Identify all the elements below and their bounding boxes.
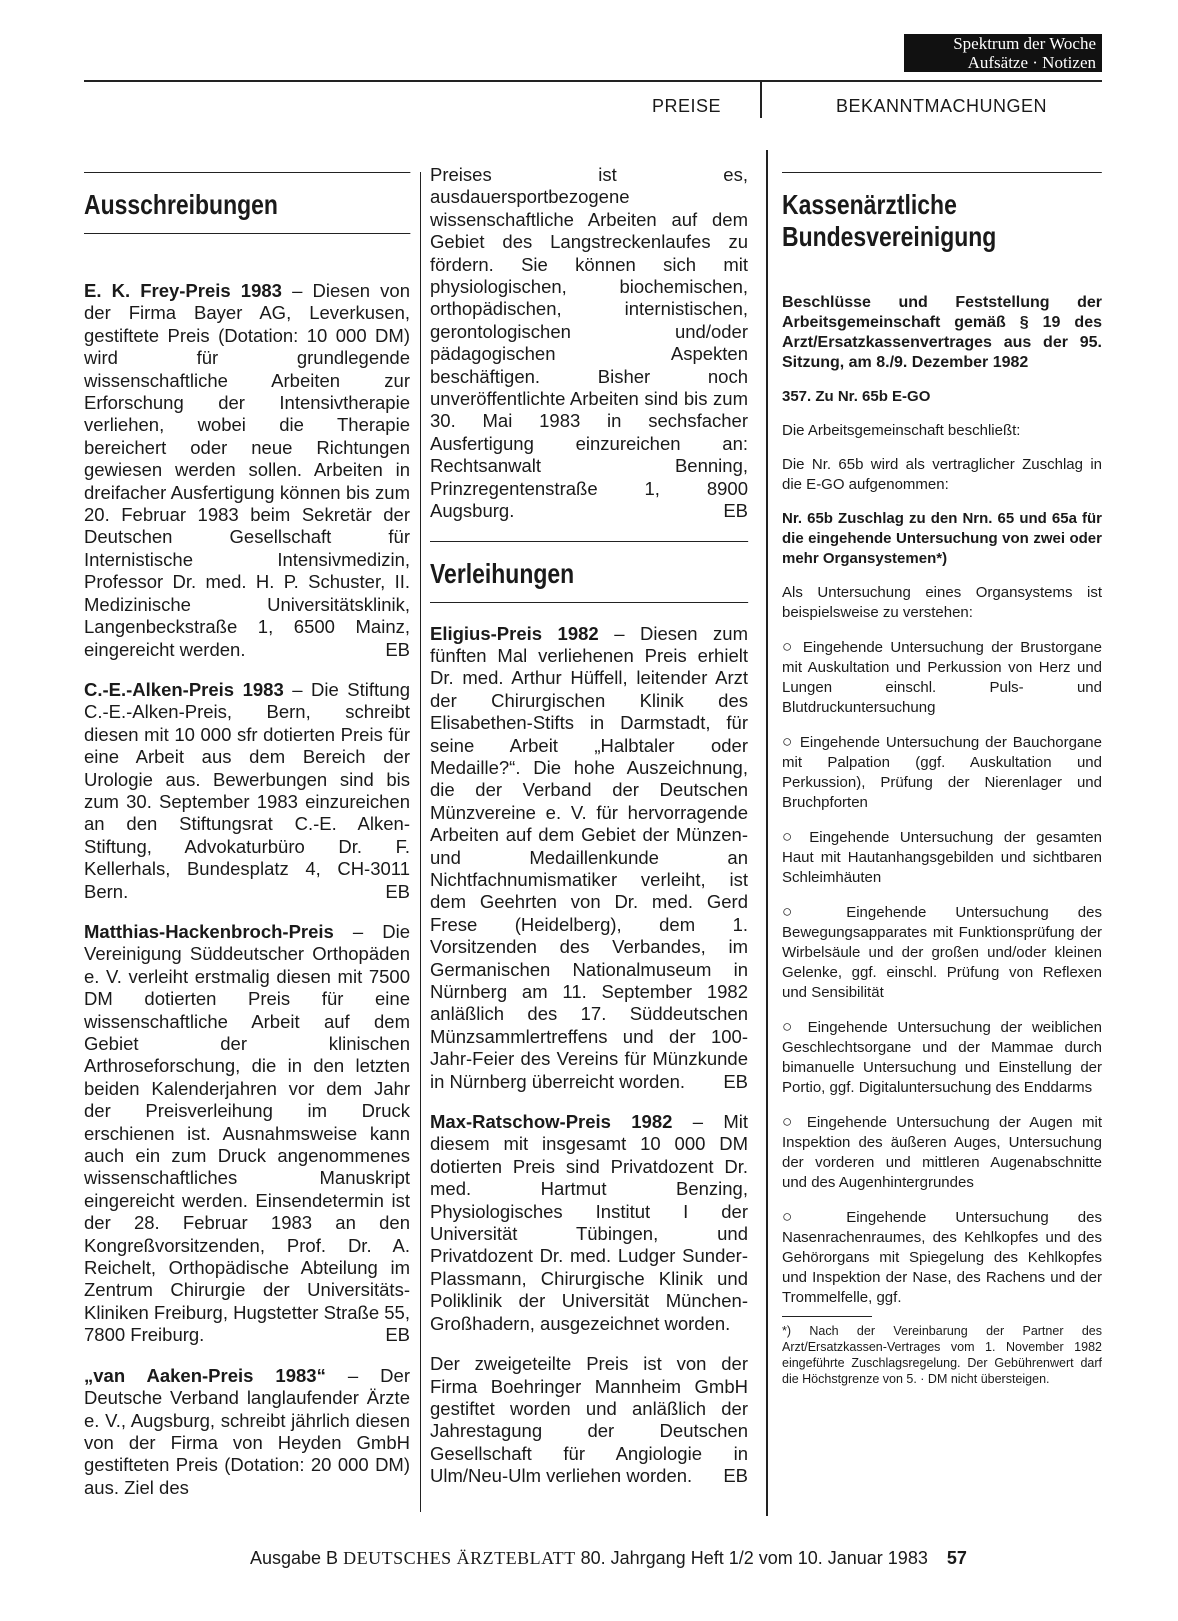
footnote: *) Nach der Vereinbarung der Partner des Arzt/Ersatzkassen-Vertrages vom 1. November 1982 eingeführte Zuschlagsregelung. Der Gebührenwert darf die Höchstgrenze von 5. · DM nicht übersteigen.	[782, 1324, 1102, 1386]
article-ratschow-preis	[430, 1111, 748, 1335]
heading-line-2: Bundesvereinigung	[782, 221, 997, 252]
column-kbv	[782, 172, 1102, 1387]
paragraph-organsystem: Als Untersuchung eines Organsystems ist beispielsweise zu verstehen:	[782, 584, 1102, 621]
article-title: C.-E.-Alken-Preis 1983	[84, 678, 284, 700]
signature: EB	[385, 638, 410, 660]
option-brustorgane	[782, 637, 1102, 718]
option-haut	[782, 827, 1102, 888]
badge-line-1: Spektrum der Woche	[953, 34, 1096, 53]
circle-icon: ○	[782, 1112, 798, 1131]
rubric-bekanntmachungen: BEKANNTMACHUNGEN	[836, 96, 1048, 116]
article-alken-preis	[84, 679, 410, 903]
article-title: Matthias-Hackenbroch-Preis	[84, 920, 334, 942]
option-text: Eingehende Untersuchung des Bewegungsapparates mit Funktionsprüfung der Wirbelsäule und der großen und/oder kleinen Gelenke, ggf. einschl. Prüfung von Reflexen und Sensibilität	[782, 904, 1102, 1001]
paragraph-zuschlag: Die Nr. 65b wird als vertraglicher Zuschlag in die E-GO aufgenommen:	[782, 456, 1102, 493]
heading-verleihungen: Verleihungen	[430, 541, 748, 603]
heading-kbv	[782, 172, 1102, 253]
section-badge	[904, 34, 1102, 72]
signature: EB	[723, 500, 748, 522]
page-number: 57	[946, 1548, 967, 1568]
decision-title: Beschlüsse und Feststellung der Arbeitsgemeinschaft gemäß § 19 des Arzt/Ersatzkassenvertrages aus der 95. Sitzung, am 8./9. Dezember 1982	[782, 294, 1102, 371]
option-text: Eingehende Untersuchung der gesamten Haut mit Hautanhangsgebilden und sichtbaren Schleimhäuten	[782, 829, 1102, 886]
top-rule	[84, 80, 1102, 82]
badge-line-2: Aufsätze · Notizen	[967, 53, 1096, 72]
footer-journal: DEUTSCHES ÄRZTEBLATT	[343, 1548, 576, 1568]
article-text: – Diesen zum fünften Mal verliehenen Preis erhielt Dr. med. Arthur Hüffell, leitender Arzt der Chirurgischen Klinik des Elisabethen-Stifts in Darmstadt, für seine Arbeit „Halbtaler oder Medaille?“. Die hohe Auszeichnung, die der Verband der Deutschen Münzvereine e. V. für hervorragende Arbeiten auf dem Gebiet der Münzen- und Medaillenkunde an Nichtfachnumismatiker verleiht, ist dem Geehrten von Dr. med. Gerd Frese (Heidelberg), dem 1. Vorsitzenden des Verbandes, im Germanischen Nationalmuseum in Nürnberg am 11. September 1982 anläßlich des 17. Süddeutschen Münzsammlertreffens und der 100-Jahr-Feier des Vereins für Münzkunde in Nürnberg überreicht worden.	[430, 622, 748, 1092]
rule-title: Nr. 65b Zuschlag zu den Nrn. 65 und 65a für die eingehende Untersuchung von zwei oder mehr Organsystemen*)	[782, 510, 1102, 567]
circle-icon: ○	[782, 637, 796, 656]
footnote-rule	[782, 1316, 872, 1317]
footer-edition: Ausgabe B	[250, 1548, 339, 1568]
article-title: Eligius-Preis 1982	[430, 622, 599, 644]
article-text: – Der Deutsche Verband langlaufender Ärzte e. V., Augsburg, schreibt jährlich diesen von der Firma von Heyden GmbH gestifteten Preis (Dotation: 20 000 DM) aus. Ziel des	[84, 1364, 410, 1498]
signature: EB	[385, 880, 410, 902]
circle-icon: ○	[782, 1017, 798, 1036]
circle-icon: ○	[782, 827, 799, 846]
option-text: Eingehende Untersuchung der Brustorgane mit Auskultation und Perkussion von Herz und Lungen einschl. Puls- und Blutdruckuntersuchung	[782, 639, 1102, 716]
page-footer	[250, 1548, 967, 1569]
article-eligius-preis	[430, 623, 748, 1094]
heading-ausschreibungen: Ausschreibungen	[84, 172, 410, 234]
article-text: – Die Vereinigung Süddeutscher Orthopäden e. V. verleiht erstmalig diesen mit 7500 DM dotierten Preis für eine wissenschaftliche Arbeit auf dem Gebiet der klinischen Arthroseforschung, die in den letzten beiden Kalenderjahren vor dem Jahr der Preisverleihung im Druck erschienen ist. Ausnahmsweise kann auch ein zum Druck angenommenes wissenschaftliches Manuskript eingereicht werden. Einsendetermin ist der 28. Februar 1983 an den Kongreßvorsitzenden, Prof. Dr. A. Reichelt, Orthopädische Abteilung im Zentrum Chirurgie der Universitäts-Kliniken Freiburg, Hugstetter Straße 55, 7800 Freiburg.	[84, 920, 410, 1346]
signature: EB	[723, 1465, 748, 1487]
option-bauchorgane	[782, 732, 1102, 813]
option-geschlechtsorgane	[782, 1017, 1102, 1098]
signature: EB	[385, 1324, 410, 1346]
article-text: – Mit diesem mit insgesamt 10 000 DM dotierten Preis sind Privatdozent Dr. med. Hartmut Benzing, Physiologisches Institut I der Universität Tübingen, und Privatdozent Dr. med. Ludger Sunder-Plassmann, Chirurgische Klinik und Poliklinik der Universität München-Großhadern, ausgezeichnet worden.	[430, 1111, 748, 1334]
column-ausschreibungen	[84, 172, 410, 1517]
option-text: Eingehende Untersuchung der Bauchorgane mit Palpation (ggf. Auskultation und Perkussion), Prüfung der Nierenlager und Bruchpforten	[782, 734, 1102, 811]
option-nasenrachenraum	[782, 1207, 1102, 1308]
paragraph-beschliesst: Die Arbeitsgemeinschaft beschließt:	[782, 422, 1021, 439]
circle-icon: ○	[782, 732, 794, 751]
option-bewegungsapparat	[782, 902, 1102, 1003]
column-separator-1	[420, 172, 421, 1512]
option-text: Eingehende Untersuchung des Nasenrachenraumes, des Kehlkopfes und des Gehörorgans mit Spiegelung des Kehlkopfes und Inspektion der Nase, des Rachens und der Trommelfelle, ggf.	[782, 1209, 1102, 1306]
article-text: Der zweigeteilte Preis ist von der Firma Boehringer Mannheim GmbH gestiftet worden und anläßlich der Jahrestagung der Deutschen Gesellschaft für Angiologie in Ulm/Neu-Ulm verliehen worden.	[430, 1353, 748, 1487]
article-title: Max-Ratschow-Preis 1982	[430, 1111, 673, 1133]
article-ratschow-preis-2	[430, 1353, 748, 1487]
column-verleihungen	[430, 164, 748, 1506]
footer-issue: 80. Jahrgang Heft 1/2 vom 10. Januar 1983	[580, 1548, 928, 1568]
option-text: Eingehende Untersuchung der Augen mit Inspektion des äußeren Auges, Untersuchung der vorderen und mittleren Augenabschnitte und des Augenhintergrundes	[782, 1114, 1102, 1191]
article-hackenbroch-preis	[84, 921, 410, 1347]
circle-icon: ○	[782, 1207, 818, 1226]
article-text: – Diesen von der Firma Bayer AG, Leverkusen, gestiftete Preis (Dotation: 10 000 DM) wird für grundlegende wissenschaftliche Arbeiten zur Erforschung der Intensivtherapie verliehen, wobei die Therapie bereichert oder neue Richtungen gewiesen werden sollen. Arbeiten in dreifacher Ausfertigung können bis zum 20. Februar 1983 beim Sekretär der Deutschen Gesellschaft für Internistische Intensivmedizin, Professor Dr. med. H. P. Schuster, II. Medizinische Universitätsklinik, Langenbeckstraße 1, 6500 Mainz, eingereicht werden.	[84, 280, 410, 660]
column-separator-2	[766, 150, 768, 1516]
signature: EB	[723, 1070, 748, 1092]
article-text: – Die Stiftung C.-E.-Alken-Preis, Bern, schreibt diesen mit 10 000 sfr dotierten Preis für eine Arbeit aus dem Bereich der Urologie aus. Bewerbungen sind bis zum 30. September 1983 einzureichen an den Stiftungsrat C.-E. Alken-Stiftung, Advokaturbüro Dr. F. Kellerhals, Bundesplatz 4, CH-3011 Bern.	[84, 678, 410, 902]
item-number: 357. Zu Nr. 65b E-GO	[782, 388, 931, 405]
article-text: Preises ist es, ausdauersportbezogene wissenschaftliche Arbeiten auf dem Gebiet des Langstreckenlaufes zu fördern. Sie können sich mit physiologischen, biochemischen, orthopädischen, internistischen, gerontologischen und/oder pädagogischen Aspekten beschäftigen. Bisher noch unveröffentlichte Arbeiten sind bis zum 30. Mai 1983 in sechsfacher Ausfertigung einzureichen an: Rechtsanwalt Benning, Prinzregentenstraße 1, 8900 Augsburg.	[430, 164, 748, 522]
article-van-aaken-continued	[430, 164, 748, 523]
circle-icon: ○	[782, 902, 818, 921]
rubric-preise: PREISE	[652, 96, 722, 116]
article-van-aaken-preis	[84, 1365, 410, 1499]
article-title: „van Aaken-Preis 1983“	[84, 1364, 326, 1386]
article-frey-preis	[84, 280, 410, 661]
article-title: E. K. Frey-Preis 1983	[84, 280, 282, 301]
option-text: Eingehende Untersuchung der weiblichen Geschlechtsorgane und der Mammae durch bimanuelle Untersuchung und Einstellung der Portio, ggf. Digitaluntersuchung des Enddarms	[782, 1019, 1102, 1096]
option-augen	[782, 1112, 1102, 1193]
heading-line-1: Kassenärztliche	[782, 189, 957, 220]
rubric-divider	[760, 80, 762, 118]
